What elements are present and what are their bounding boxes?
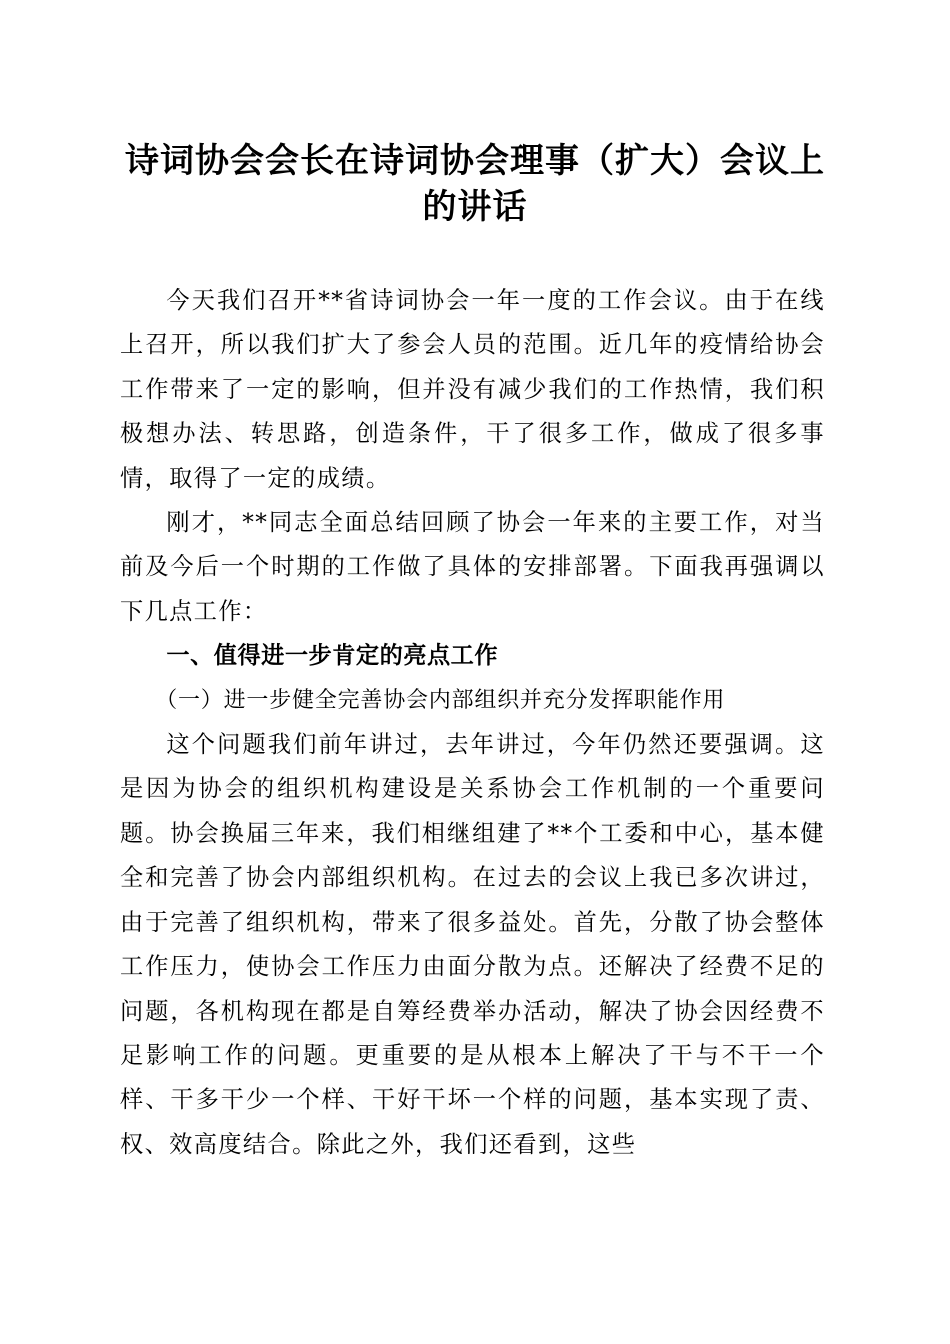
subsection-heading: （一）进一步健全完善协会内部组织并充分发挥职能作用	[155, 687, 726, 713]
section-heading: 一、值得进一步肯定的亮点工作	[166, 642, 499, 670]
document-title: 诗词协会会长在诗词协会理事（扩大）会议上的讲话	[125, 141, 825, 227]
paragraph-summary: 刚才，**同志全面总结回顾了协会一年来的主要工作，对当前及今后一个时期的工作做了具体的安排部署。下面我再强调以下几点工作：	[120, 509, 825, 625]
paragraph-intro: 今天我们召开**省诗词协会一年一度的工作会议。由于在线上召开，所以我们扩大了参会人员的范围。近几年的疫情给协会工作带来了一定的影响，但并没有减少我们的工作热情，我们积极想办法、转思路，创造条件，干了很多工作，做成了很多事情，取得了一定的成绩。	[120, 287, 825, 492]
paragraph-organization: 这个问题我们前年讲过，去年讲过，今年仍然还要强调。这是因为协会的组织机构建设是关系协会工作机制的一个重要问题。协会换届三年来，我们相继组建了**个工委和中心，基本健全和完善了协会内部组织机构。在过去的会议上我已多次讲过，由于完善了组织机构，带来了很多益处。首先，分散了协会整体工作压力，使协会工作压力由面分散为点。还解决了经费不足的问题，各机构现在都是自筹经费举办活动，解决了协会因经费不足影响工作的问题。更重要的是从根本上解决了干与不干一个样、干多干少一个样、干好干坏一个样的问题，基本实现了责、权、效高度结合。除此之外，我们还看到，这些	[120, 731, 825, 1158]
document-body	[120, 279, 825, 1167]
